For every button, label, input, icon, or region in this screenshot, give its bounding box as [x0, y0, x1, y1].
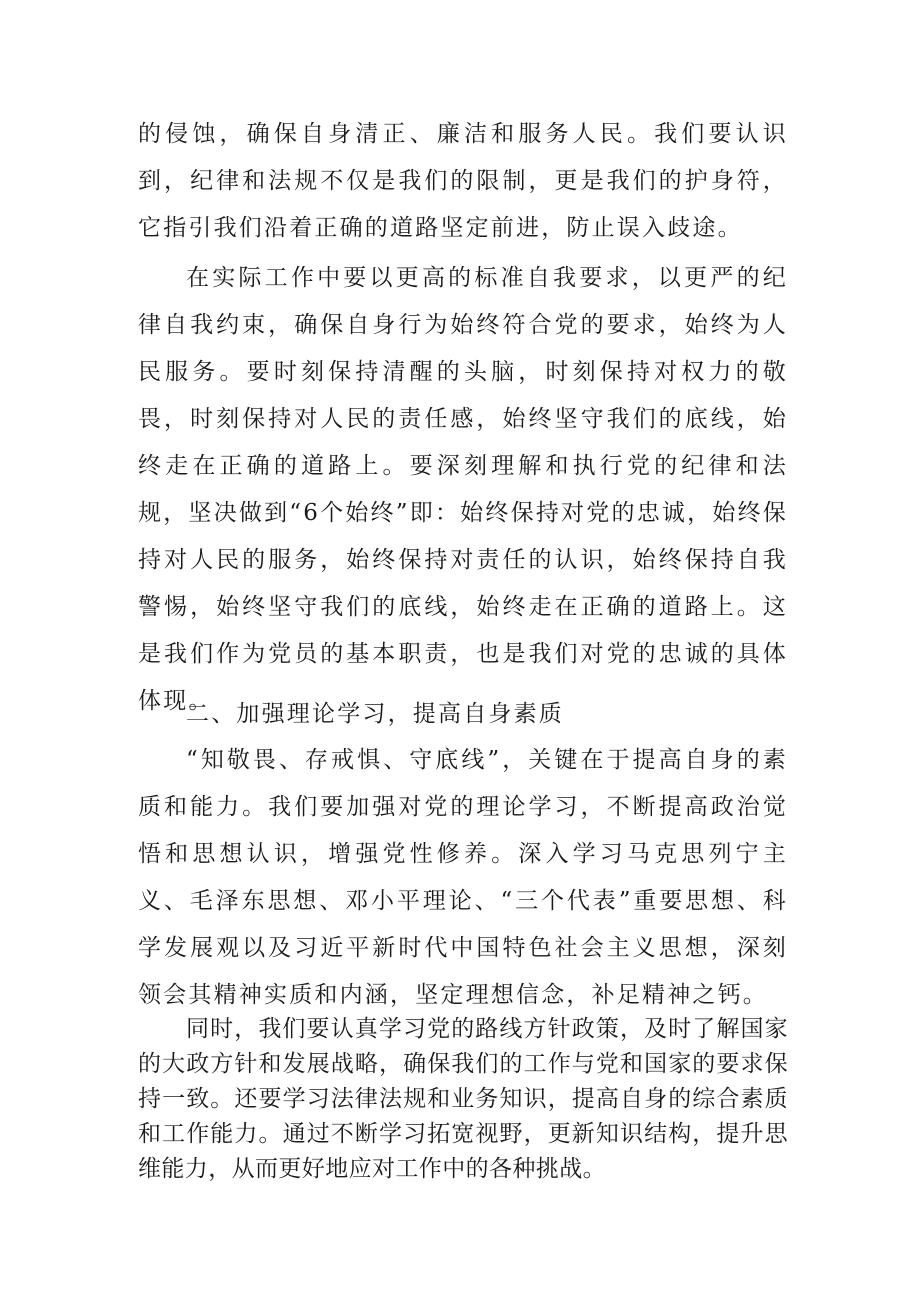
- paragraph-discipline: 在实际工作中要以更高的标准自我要求，以更严的纪律自我约束，确保自身行为始终符合党的要求，始终为人民服务。要时刻保持清醒的头脑，时刻保持对权力的敬畏，时刻保持对人民的责任感，始终坚守我们的底线，始终走在正确的道路上。要深刻理解和执行党的纪律和法规，坚决做到“6个始终”即：始终保持对党的忠诚，始终保持对人民的服务，始终保持对责任的认识，始终保持自我警惕，始终坚守我们的底线，始终走在正确的道路上。这是我们作为党员的基本职责，也是我们对党的忠诚的具体体现。: [138, 265, 788, 714]
- section-heading: 二、加强理论学习，提高自身素质: [186, 701, 564, 727]
- paragraph-policy-study: 同时，我们要认真学习党的路线方针政策，及时了解国家的大政方针和发展战略，确保我们的工作与党和国家的要求保持一致。还要学习法律法规和业务知识，提高自身的综合素质和工作能力。通过不断学习拓宽视野，更新知识结构，提升思维能力，从而更好地应对工作中的各种挑战。: [138, 1016, 788, 1182]
- paragraph-continuation: 的侵蚀，确保自身清正、廉洁和服务人民。我们要认识到，纪律和法规不仅是我们的限制，更是我们的护身符，它指引我们沿着正确的道路坚定前进，防止误入歧途。: [138, 121, 788, 241]
- paragraph-theory-study: “知敬畏、存戒惧、守底线”，关键在于提高自身的素质和能力。我们要加强对党的理论学习，不断提高政治觉悟和思想认识，增强党性修养。深入学习马克思列宁主义、毛泽东思想、邓小平理论、“三个代表”重要思想、科学发展观以及习近平新时代中国特色社会主义思想，深刻领会其精神实质和内涵，坚定理想信念，补足精神之钙。: [138, 747, 788, 1008]
